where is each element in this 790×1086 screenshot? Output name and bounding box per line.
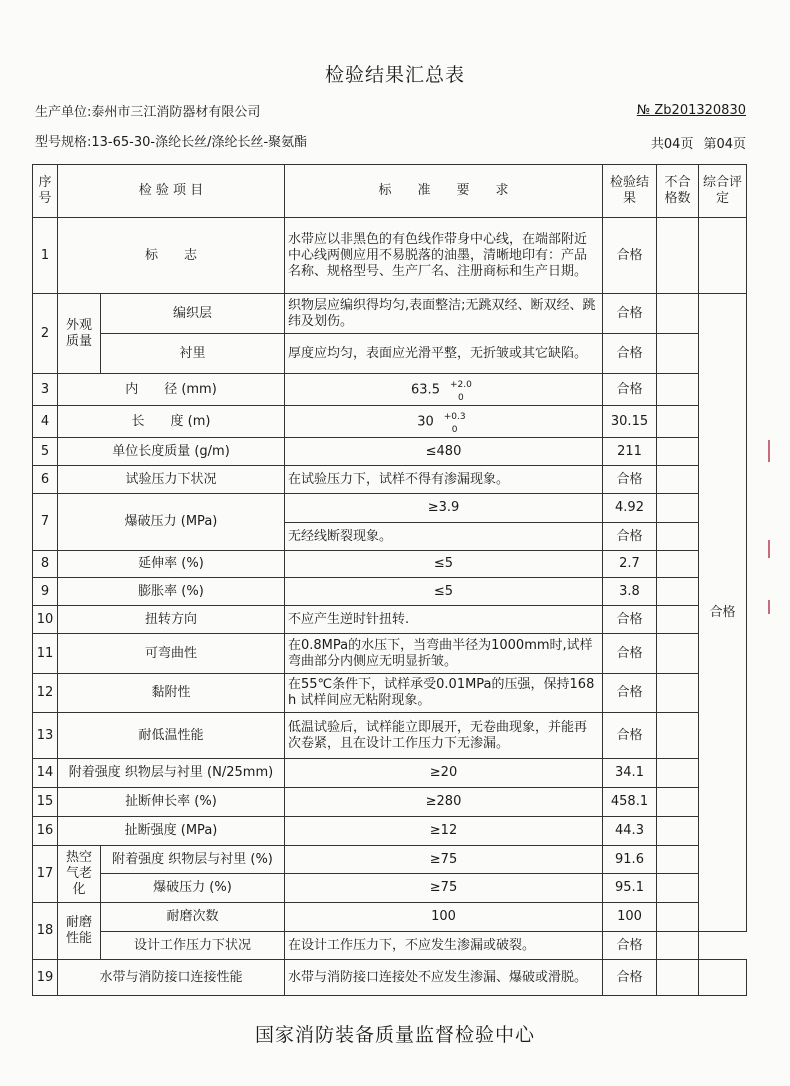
overall-empty	[699, 218, 747, 294]
row-no: 5	[33, 438, 58, 466]
row-no: 4	[33, 406, 58, 438]
row-fail	[657, 713, 699, 759]
row-result: 合格	[603, 466, 657, 494]
current-page: 第04页	[703, 137, 746, 152]
row-no: 9	[33, 578, 58, 606]
row-fail	[657, 523, 699, 551]
row-no: 19	[33, 960, 58, 996]
report-number: № Zb201320830	[636, 103, 746, 118]
results-table	[32, 164, 747, 996]
edge-stamp-mark	[768, 600, 770, 614]
header-seq: 序号	[33, 165, 58, 218]
tolerance-upper: +2.0	[449, 379, 472, 390]
row-standard: ≤480	[285, 438, 603, 466]
row-result: 合格	[603, 334, 657, 374]
row-standard: 在试验压力下，试样不得有渗漏现象。	[285, 466, 603, 494]
row-fail	[657, 674, 699, 713]
tolerance	[450, 379, 476, 401]
row-item: 黏附性	[58, 674, 285, 713]
row-fail	[657, 466, 699, 494]
row-no: 7	[33, 494, 58, 551]
manufacturer-line	[35, 101, 260, 120]
row-group: 耐磨性能	[58, 903, 101, 960]
row-item: 耐低温性能	[58, 713, 285, 759]
row-no: 13	[33, 713, 58, 759]
row-fail	[657, 374, 699, 406]
row-item: 水带与消防接口连接性能	[58, 960, 285, 996]
row-standard: 水带与消防接口连接处不应发生渗漏、爆破或滑脱。	[285, 960, 603, 996]
row-item: 扯断伸长率 (%)	[58, 788, 285, 817]
row-no: 8	[33, 551, 58, 578]
row-no: 10	[33, 606, 58, 634]
table-row	[33, 960, 747, 996]
nominal-value: 30	[417, 414, 434, 429]
issuing-authority: 国家消防装备质量监督检验中心	[254, 1024, 535, 1046]
table-header	[33, 165, 747, 218]
table-row	[33, 466, 747, 494]
row-no: 6	[33, 466, 58, 494]
row-item: 膨胀率 (%)	[58, 578, 285, 606]
row-fail	[657, 551, 699, 578]
row-standard: 在设计工作压力下，不应发生渗漏或破裂。	[285, 932, 603, 960]
row-result: 合格	[603, 218, 657, 294]
row-result: 95.1	[603, 874, 657, 903]
table-row	[33, 634, 747, 674]
row-standard: 厚度应均匀，表面应光滑平整，无折皱或其它缺陷。	[285, 334, 603, 374]
row-standard: 低温试验后，试样能立即展开，无卷曲现象，并能再次卷紧，且在设计工作压力下无渗漏。	[285, 713, 603, 759]
row-standard: 不应产生逆时针扭转.	[285, 606, 603, 634]
row-standard: 织物层应编织得均匀,表面整洁;无跳双经、断双经、跳纬及划伤。	[285, 294, 603, 334]
row-result: 合格	[603, 713, 657, 759]
row-standard: ≥20	[285, 759, 603, 788]
row-fail	[657, 960, 699, 996]
row-result: 91.6	[603, 846, 657, 874]
row-result: 30.15	[603, 406, 657, 438]
row-no: 18	[33, 903, 58, 960]
row-result: 100	[603, 903, 657, 932]
row-fail	[657, 846, 699, 874]
row-standard: ≤5	[285, 578, 603, 606]
table-row	[33, 374, 747, 406]
tolerance-upper: +0.3	[443, 411, 466, 422]
row-fail	[657, 903, 699, 932]
row-standard	[285, 374, 603, 406]
row-result: 44.3	[603, 817, 657, 846]
edge-stamp-mark	[768, 440, 770, 462]
row-group: 热空气老化	[58, 846, 101, 903]
row-result: 合格	[603, 960, 657, 996]
overall-result: 合格	[699, 294, 747, 932]
row-result: 合格	[603, 634, 657, 674]
row-subitem: 设计工作压力下状况	[101, 932, 285, 960]
row-fail	[657, 218, 699, 294]
row-standard	[285, 406, 603, 438]
row-result: 合格	[603, 606, 657, 634]
row-subitem: 耐磨次数	[101, 903, 285, 932]
total-pages: 共04页	[650, 137, 694, 152]
row-no: 2	[33, 294, 58, 374]
nominal-value: 63.5	[411, 382, 440, 397]
row-standard: 100	[285, 903, 603, 932]
row-no: 17	[33, 846, 58, 903]
header-fail-count: 不合格数	[657, 165, 699, 218]
row-fail	[657, 334, 699, 374]
row-group: 外观质量	[58, 294, 101, 374]
table-row	[33, 551, 747, 578]
header-result: 检验结果	[603, 165, 657, 218]
row-standard: ≤5	[285, 551, 603, 578]
row-standard: ≥3.9	[285, 494, 603, 523]
row-standard: ≥280	[285, 788, 603, 817]
header-overall: 综合评定	[699, 165, 747, 218]
row-fail	[657, 606, 699, 634]
edge-stamp-mark	[768, 540, 770, 558]
row-standard: 在55℃条件下，试样承受0.01MPa的压强，保持168 h 试样间应无粘附现象。	[285, 674, 603, 713]
row-subitem: 附着强度 织物层与衬里 (%)	[101, 846, 285, 874]
table-row	[33, 334, 747, 374]
row-result: 458.1	[603, 788, 657, 817]
row-result: 3.8	[603, 578, 657, 606]
row-no: 14	[33, 759, 58, 788]
row-result: 合格	[603, 294, 657, 334]
table-row	[33, 932, 747, 960]
row-result: 合格	[603, 374, 657, 406]
row-item: 附着强度 织物层与衬里 (N/25mm)	[58, 759, 285, 788]
row-item: 长 度 (m)	[58, 406, 285, 438]
model-line	[35, 131, 307, 150]
table-row	[33, 494, 747, 523]
row-item: 延伸率 (%)	[58, 551, 285, 578]
row-subitem: 衬里	[101, 334, 285, 374]
header-standard: 标 准 要 求	[285, 165, 603, 218]
row-fail	[657, 294, 699, 334]
row-no: 3	[33, 374, 58, 406]
table-row	[33, 438, 747, 466]
table-row	[33, 713, 747, 759]
row-result: 34.1	[603, 759, 657, 788]
row-item: 标 志	[58, 218, 285, 294]
table-row	[33, 294, 747, 334]
row-fail	[657, 578, 699, 606]
row-fail	[657, 494, 699, 523]
tolerance	[444, 411, 470, 433]
row-result: 211	[603, 438, 657, 466]
row-fail	[657, 438, 699, 466]
row-no: 12	[33, 674, 58, 713]
row-standard: ≥12	[285, 817, 603, 846]
row-result: 4.92	[603, 494, 657, 523]
row-fail	[657, 817, 699, 846]
row-fail	[657, 788, 699, 817]
page-info	[651, 133, 746, 152]
row-no: 11	[33, 634, 58, 674]
table-row	[33, 606, 747, 634]
row-standard: 在0.8MPa的水压下，当弯曲半径为1000mm时,试样弯曲部分内侧应无明显折皱。	[285, 634, 603, 674]
row-fail	[657, 874, 699, 903]
row-no: 15	[33, 788, 58, 817]
header-item: 检 验 项 目	[58, 165, 285, 218]
row-item: 试验压力下状况	[58, 466, 285, 494]
table-row	[33, 674, 747, 713]
row-item: 爆破压力 (MPa)	[58, 494, 285, 551]
row-no: 1	[33, 218, 58, 294]
report-title: 检验结果汇总表	[324, 64, 465, 86]
row-fail	[657, 759, 699, 788]
row-subitem: 编织层	[101, 294, 285, 334]
row-result: 2.7	[603, 551, 657, 578]
tolerance-lower: 0	[457, 392, 464, 403]
model-label: 型号规格:	[35, 135, 92, 150]
table-row	[33, 788, 747, 817]
table-row	[33, 903, 747, 932]
table-row	[33, 874, 747, 903]
table-row	[33, 846, 747, 874]
row-item: 单位长度质量 (g/m)	[58, 438, 285, 466]
tolerance-lower: 0	[451, 424, 458, 435]
row-no: 16	[33, 817, 58, 846]
table-row	[33, 406, 747, 438]
row-standard: ≥75	[285, 874, 603, 903]
row-result: 合格	[603, 932, 657, 960]
row-item: 内 径 (mm)	[58, 374, 285, 406]
row-standard: 无经线断裂现象。	[285, 523, 603, 551]
row-result: 合格	[603, 523, 657, 551]
row-standard: ≥75	[285, 846, 603, 874]
manufacturer-label: 生产单位:	[35, 105, 92, 120]
overall-empty	[699, 960, 747, 996]
model-value: 13-65-30-涤纶长丝/涤纶长丝-聚氨酯	[91, 135, 308, 150]
row-item: 可弯曲性	[58, 634, 285, 674]
row-item: 扯断强度 (MPa)	[58, 817, 285, 846]
row-subitem: 爆破压力 (%)	[101, 874, 285, 903]
manufacturer-value: 泰州市三江消防器材有限公司	[91, 105, 261, 120]
row-fail	[657, 932, 699, 960]
table-row	[33, 578, 747, 606]
row-standard: 水带应以非黑色的有色线作带身中心线，在端部附近中心线两侧应用不易脱落的油墨，清晰地印有：产品名称、规格型号、生产厂名、注册商标和生产日期。	[285, 218, 603, 294]
row-item: 扭转方向	[58, 606, 285, 634]
row-fail	[657, 406, 699, 438]
table-row	[33, 218, 747, 294]
table-row	[33, 817, 747, 846]
row-fail	[657, 634, 699, 674]
table-row	[33, 759, 747, 788]
row-result: 合格	[603, 674, 657, 713]
